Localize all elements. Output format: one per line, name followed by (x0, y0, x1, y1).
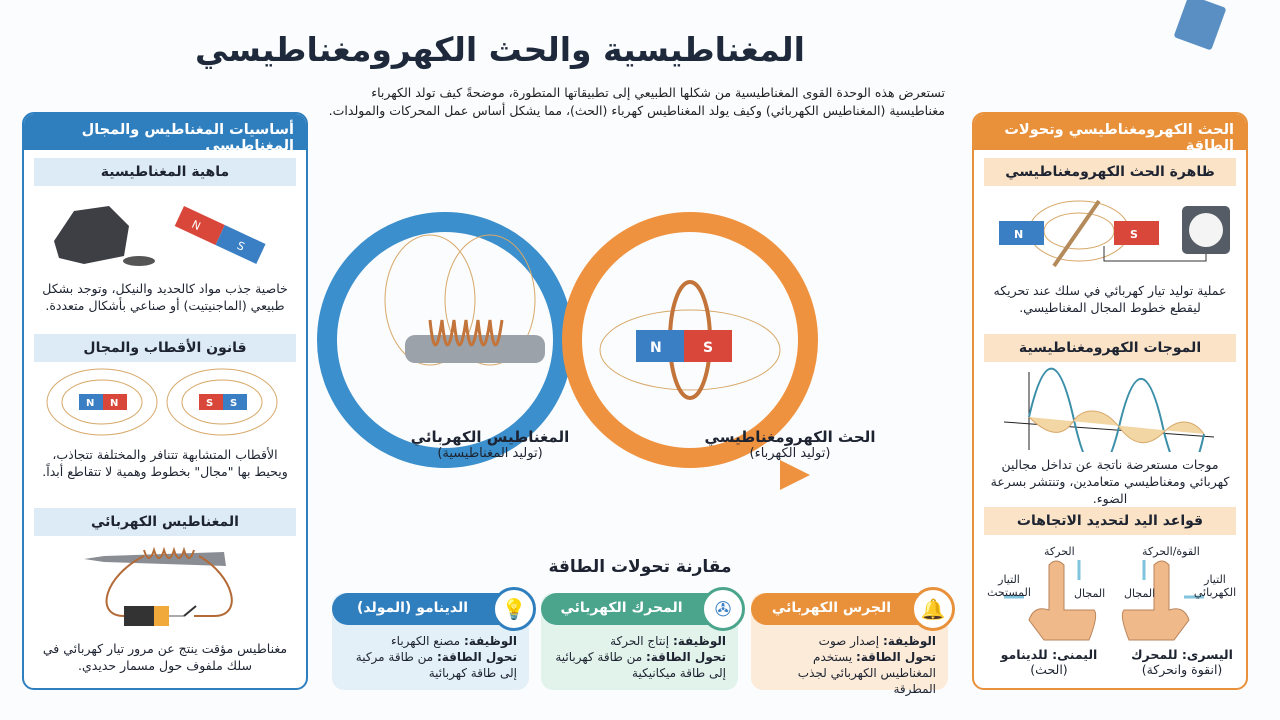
section-electromagnet (34, 508, 296, 674)
right-hand-caption (994, 647, 1104, 677)
function-value: إصدار صوت (818, 634, 880, 648)
nail-electromagnet-icon (34, 536, 300, 636)
south-pole-label: S (703, 340, 714, 356)
section-em-waves (984, 334, 1236, 507)
function-value: إنتاج الحركة (610, 634, 670, 648)
section-heading: الموجات الكهرومغناطيسية (984, 334, 1236, 362)
magnet-basics-panel (22, 112, 308, 690)
transform-label: تحول الطاقة: (855, 650, 936, 664)
card-title: الدينامو (المولد) (332, 593, 529, 625)
function-label: الوظيفة: (463, 634, 517, 648)
comparison-title: مقارنة تحولات الطاقة (548, 557, 732, 577)
transform-label: تحول الطاقة: (645, 650, 726, 664)
section-heading: ماهية المغناطيسية (34, 158, 296, 186)
card-title: المحرك الكهربائي (541, 593, 738, 625)
left-hand-force-label: القوة/الحركة (1142, 545, 1200, 558)
north-pole-label: N (189, 217, 203, 234)
right-hand-rule-title: اليمنى: للدينامو (1000, 647, 1098, 662)
section-text: مغناطيس مؤقت ينتج عن مرور تيار كهربائي في سلك ملفوف حول مسمار حديدي. (42, 641, 288, 673)
section-text: عملية توليد تيار كهربائي في سلك عند تحريكه ليقطع خطوط المجال المغناطيسي. (993, 283, 1227, 315)
south-pole-label: S (230, 398, 238, 409)
left-hand-icon (1122, 561, 1189, 640)
page-title: المغناطيسية والحث الكهرومغناطيسي (194, 30, 805, 69)
magnetic-field-lines-icon (34, 362, 300, 442)
infinity-loop-diagram (310, 170, 970, 550)
function-value: مصنع الكهرباء (391, 634, 461, 648)
bell-icon: 🔔 (911, 587, 955, 631)
induction-label (690, 428, 890, 461)
section-poles (34, 334, 296, 480)
induction-title: الحث الكهرومغناطيسي (704, 428, 876, 446)
em-wave-icon (984, 362, 1240, 452)
south-pole-label: S (1130, 228, 1138, 241)
card-bell (751, 593, 948, 696)
transform-label: تحول الطاقة: (436, 650, 517, 664)
card-title: الجرس الكهربائي (751, 593, 948, 625)
function-label: الوظيفة: (882, 634, 936, 648)
magnet-decoration-icon (1174, 0, 1227, 50)
card-motor (541, 593, 738, 690)
section-heading: المغناطيس الكهربائي (34, 508, 296, 536)
transform-value: يستخدم المغناطيس الكهربائي لجذب المطرقة (797, 650, 936, 696)
arrow-icon (780, 460, 810, 490)
transform-value: من طاقة كهربائية إلى طاقة ميكانيكية (555, 650, 726, 680)
right-hand-current-label: التيار المستحث (987, 573, 1031, 599)
intro-text: تستعرض هذه الوحدة القوى المغناطيسية من شكلها الطبيعي إلى تطبيقاتها المتطورة، موضحةً كيف تولد الكهرباء مغناطيسية (المغناطيس الكهربائي) وكيف يولد المغناطيس كهرباء (الحث)، مما يشكل أساس عمل المحركات والمولدات. (328, 85, 945, 118)
north-pole-label: N (110, 398, 119, 409)
section-text: الأقطاب المتشابهة تتنافر والمختلفة تتجاذب، ويحيط بها "مجال" بخطوط وهمية لا تتقاطع أبداً. (42, 447, 288, 479)
panel-title: الحث الكهرومغناطيسي وتحولات الطاقة (974, 114, 1246, 150)
left-hand-rule-sub: (انقوة وانحركة) (1141, 662, 1223, 677)
section-text: موجات مستعرضة ناتجة عن تداخل مجالين كهربائي ومغناطيسي متعامدين، وتنتشر بسرعة الضوء. (990, 457, 1230, 506)
section-text: خاصية جذب مواد كالحديد والنيكل، وتوجد بشكل طبيعي (الماجنيتيت) أو صناعي بأشكال متعددة. (42, 281, 288, 313)
induction-experiment-icon (984, 186, 1240, 278)
left-hand-current-label: التيار الكهربائي (1193, 573, 1237, 599)
transform-value: من طاقة مركية إلى طاقة كهربائية (355, 650, 517, 680)
section-heading: ظاهرة الحث الكهرومغناطيسي (984, 158, 1236, 186)
induction-subtitle: (توليد الكهرباء) (749, 446, 831, 461)
section-induction (984, 158, 1236, 316)
left-hand-caption (1124, 647, 1240, 677)
south-pole-label: S (206, 398, 214, 409)
card-dynamo (332, 593, 529, 690)
fan-icon: ✇ (701, 587, 745, 631)
north-pole-label: N (1014, 228, 1024, 241)
section-heading: قواعد اليد لتحديد الاتجاهات (984, 507, 1236, 535)
electromagnet-title: المغناطيس الكهربائي (410, 428, 570, 446)
panel-title: أساسيات المغناطيس والمجال المغناطيسي (24, 114, 306, 150)
right-hand-motion-label: الحركة (1044, 545, 1075, 558)
right-hand-rule-sub: (الحث) (1030, 662, 1068, 677)
magnetite-and-bar-magnet-icon (34, 186, 300, 276)
induction-panel (972, 112, 1248, 690)
electromagnet-subtitle: (توليد المغناطيسية) (437, 446, 543, 461)
electromagnet-label (390, 428, 590, 461)
section-magnetism (34, 158, 296, 314)
north-pole-label: N (86, 398, 95, 409)
right-hand-icon (1029, 561, 1096, 640)
lightbulb-icon: 💡 (492, 587, 536, 631)
right-hand-field-label: المجال (1074, 587, 1106, 600)
section-hand-rules (984, 507, 1236, 677)
left-hand-field-label: المجال (1124, 587, 1156, 600)
function-label: الوظيفة: (672, 634, 726, 648)
section-heading: قانون الأقطاب والمجال (34, 334, 296, 362)
south-pole-label: S (234, 238, 247, 254)
north-pole-label: N (650, 340, 662, 356)
left-hand-rule-title: اليسرى: للمحرك (1131, 647, 1233, 662)
